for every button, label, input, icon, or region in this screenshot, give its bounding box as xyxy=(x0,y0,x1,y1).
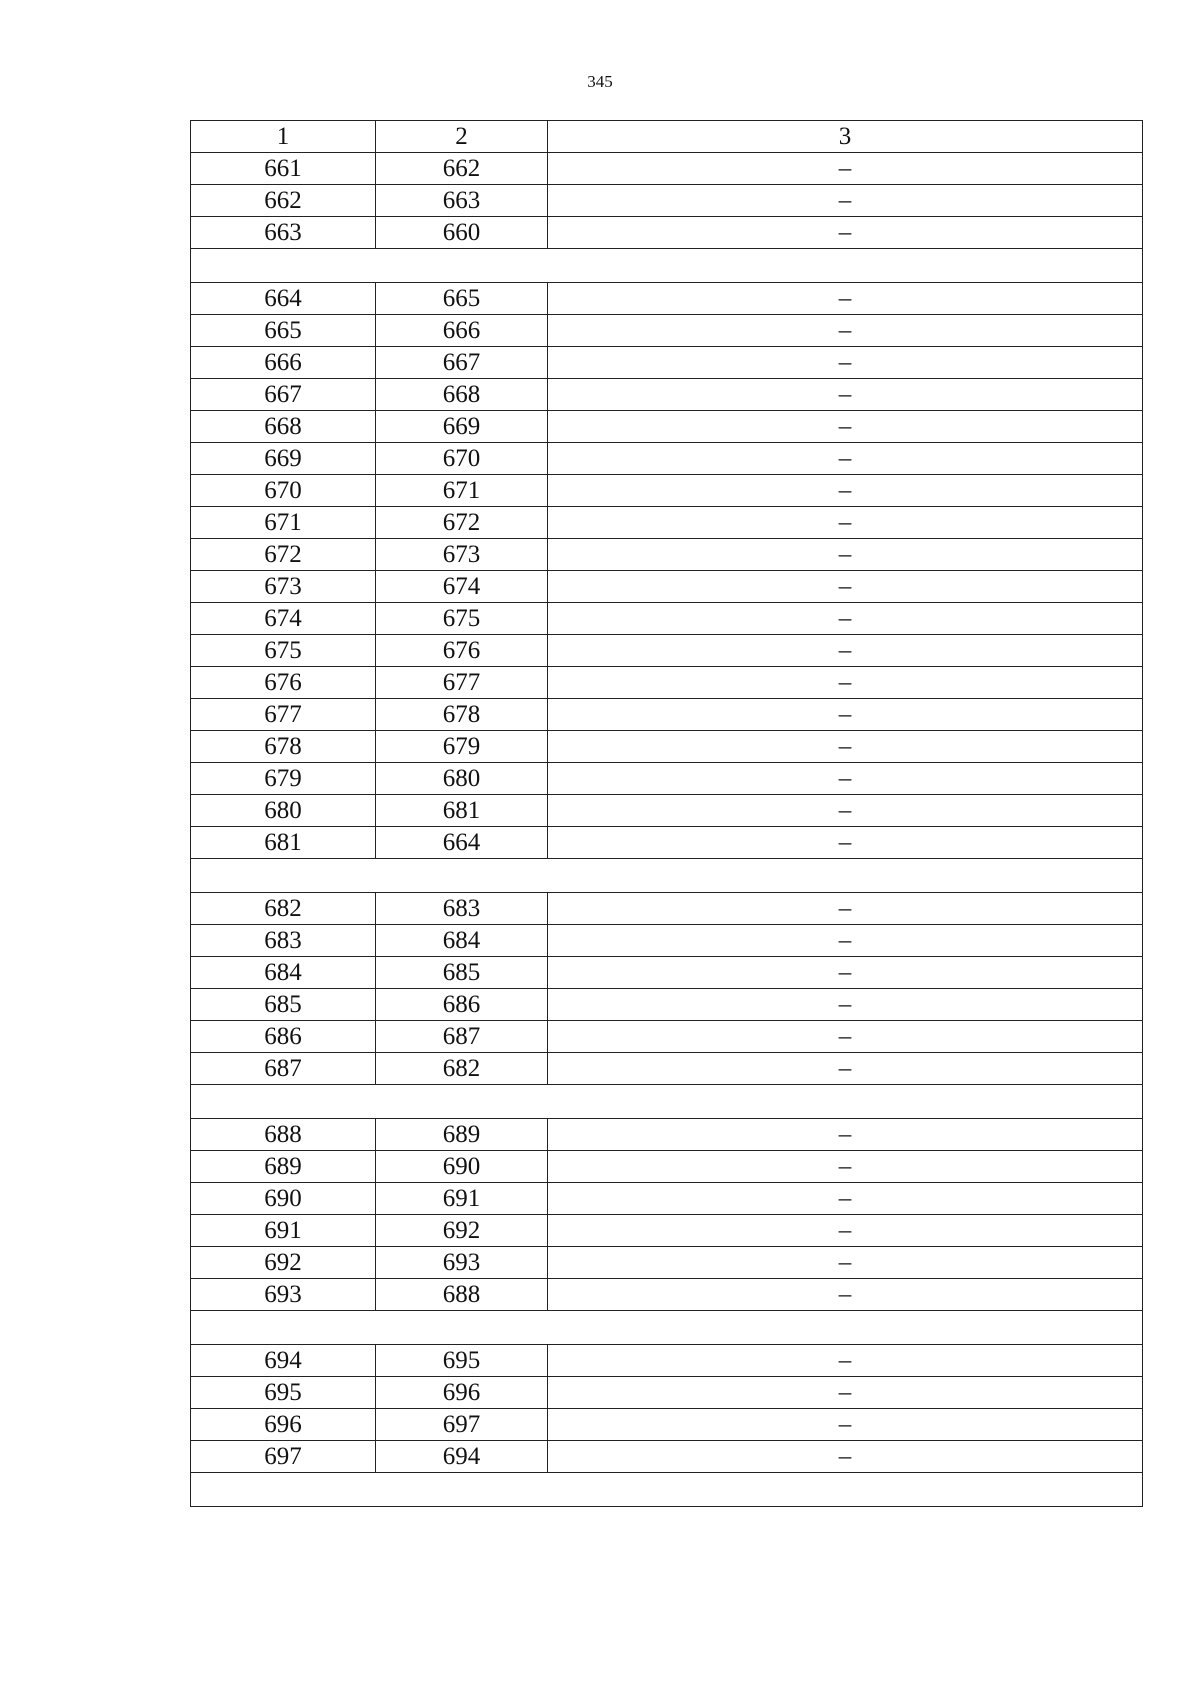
table-cell: 684 xyxy=(191,957,376,989)
group-separator-row xyxy=(191,1311,1143,1345)
table-cell: 682 xyxy=(191,893,376,925)
table-cell: – xyxy=(548,1183,1143,1215)
table-cell: 678 xyxy=(376,699,548,731)
table-cell: 678 xyxy=(191,731,376,763)
table-row xyxy=(191,153,1143,185)
data-table xyxy=(190,120,1143,1507)
table-cell: – xyxy=(548,731,1143,763)
table-cell: 689 xyxy=(191,1151,376,1183)
table-cell: 689 xyxy=(376,1119,548,1151)
table-cell: 685 xyxy=(191,989,376,1021)
table-cell: 685 xyxy=(376,957,548,989)
table-cell: 671 xyxy=(191,507,376,539)
table-cell: – xyxy=(548,989,1143,1021)
table-cell: 682 xyxy=(376,1053,548,1085)
table-cell: 676 xyxy=(191,667,376,699)
table-row xyxy=(191,1247,1143,1279)
table-cell: 690 xyxy=(376,1151,548,1183)
table-row xyxy=(191,1151,1143,1183)
table-row xyxy=(191,1279,1143,1311)
table-cell: 669 xyxy=(191,443,376,475)
table-cell: – xyxy=(548,1279,1143,1311)
table-row xyxy=(191,217,1143,249)
table-row xyxy=(191,507,1143,539)
table-cell: – xyxy=(548,1151,1143,1183)
table-row xyxy=(191,795,1143,827)
table-cell: 697 xyxy=(191,1441,376,1473)
table-cell: 686 xyxy=(376,989,548,1021)
table-cell: – xyxy=(548,667,1143,699)
table-cell: – xyxy=(548,1215,1143,1247)
table-cell: 666 xyxy=(376,315,548,347)
table-cell: – xyxy=(548,1441,1143,1473)
table-cell: 665 xyxy=(191,315,376,347)
table-cell: – xyxy=(548,1053,1143,1085)
table-cell: 672 xyxy=(191,539,376,571)
table-cell: 675 xyxy=(376,603,548,635)
table-cell: 667 xyxy=(191,379,376,411)
table-row xyxy=(191,763,1143,795)
table-cell: – xyxy=(548,217,1143,249)
table-cell: 686 xyxy=(191,1021,376,1053)
table-row xyxy=(191,925,1143,957)
table-cell: 680 xyxy=(376,763,548,795)
column-header: 3 xyxy=(548,121,1143,153)
table-cell: 687 xyxy=(191,1053,376,1085)
table-cell: – xyxy=(548,603,1143,635)
table-row xyxy=(191,571,1143,603)
table-cell: – xyxy=(548,379,1143,411)
table-row xyxy=(191,893,1143,925)
table-cell: – xyxy=(548,315,1143,347)
table-cell: 665 xyxy=(376,283,548,315)
table-cell: 684 xyxy=(376,925,548,957)
column-header: 2 xyxy=(376,121,548,153)
table-cell: 663 xyxy=(191,217,376,249)
table-cell: – xyxy=(548,957,1143,989)
table-header-row xyxy=(191,121,1143,153)
table-row xyxy=(191,1215,1143,1247)
table-cell: – xyxy=(548,1021,1143,1053)
table-cell: – xyxy=(548,795,1143,827)
table-row xyxy=(191,699,1143,731)
table-row xyxy=(191,283,1143,315)
table-row xyxy=(191,1409,1143,1441)
column-header: 1 xyxy=(191,121,376,153)
table-cell: – xyxy=(548,1247,1143,1279)
table-row xyxy=(191,603,1143,635)
table-cell: 693 xyxy=(376,1247,548,1279)
group-separator-row xyxy=(191,859,1143,893)
table-row xyxy=(191,1441,1143,1473)
table-row xyxy=(191,443,1143,475)
table-row xyxy=(191,1021,1143,1053)
table-cell: 670 xyxy=(376,443,548,475)
table-cell: 677 xyxy=(376,667,548,699)
table-cell: – xyxy=(548,1345,1143,1377)
table-cell: 691 xyxy=(191,1215,376,1247)
table-cell: 662 xyxy=(376,153,548,185)
page-number: 345 xyxy=(587,72,613,91)
table-cell: 691 xyxy=(376,1183,548,1215)
table-cell: 674 xyxy=(376,571,548,603)
table-cell: 696 xyxy=(376,1377,548,1409)
table-row xyxy=(191,1183,1143,1215)
table-cell: 688 xyxy=(191,1119,376,1151)
table-cell: – xyxy=(548,635,1143,667)
table-row xyxy=(191,731,1143,763)
table-cell: 668 xyxy=(376,379,548,411)
table-cell: 683 xyxy=(376,893,548,925)
empty-cell xyxy=(191,249,1143,283)
table-cell: 693 xyxy=(191,1279,376,1311)
table-cell: 661 xyxy=(191,153,376,185)
table-row xyxy=(191,185,1143,217)
table-row xyxy=(191,1053,1143,1085)
table-cell: 668 xyxy=(191,411,376,443)
empty-cell xyxy=(191,859,1143,893)
table-row xyxy=(191,1345,1143,1377)
table-cell: – xyxy=(548,347,1143,379)
table-cell: 692 xyxy=(376,1215,548,1247)
table-cell: – xyxy=(548,411,1143,443)
table-cell: 669 xyxy=(376,411,548,443)
table-cell: 673 xyxy=(376,539,548,571)
table-cell: – xyxy=(548,699,1143,731)
table-cell: 695 xyxy=(191,1377,376,1409)
table-cell: 697 xyxy=(376,1409,548,1441)
table-cell: 674 xyxy=(191,603,376,635)
table-row xyxy=(191,957,1143,989)
table-cell: – xyxy=(548,539,1143,571)
table-cell: 694 xyxy=(376,1441,548,1473)
table-cell: 681 xyxy=(191,827,376,859)
table-row xyxy=(191,827,1143,859)
table-cell: 679 xyxy=(191,763,376,795)
table-body xyxy=(191,153,1143,1507)
table-row xyxy=(191,315,1143,347)
table-cell: 662 xyxy=(191,185,376,217)
table-cell: 660 xyxy=(376,217,548,249)
table-cell: – xyxy=(548,1409,1143,1441)
table-cell: 672 xyxy=(376,507,548,539)
group-separator-row xyxy=(191,1085,1143,1119)
table-row xyxy=(191,379,1143,411)
table-row xyxy=(191,347,1143,379)
table-cell: 664 xyxy=(376,827,548,859)
empty-cell xyxy=(191,1311,1143,1345)
table-cell: – xyxy=(548,1119,1143,1151)
table-row xyxy=(191,635,1143,667)
group-separator-row xyxy=(191,1473,1143,1507)
table-row xyxy=(191,667,1143,699)
table-cell: – xyxy=(548,571,1143,603)
empty-cell xyxy=(191,1473,1143,1507)
table-cell: 670 xyxy=(191,475,376,507)
table-cell: – xyxy=(548,283,1143,315)
group-separator-row xyxy=(191,249,1143,283)
table-row xyxy=(191,989,1143,1021)
table-cell: 663 xyxy=(376,185,548,217)
table-row xyxy=(191,411,1143,443)
table-cell: 679 xyxy=(376,731,548,763)
table-row xyxy=(191,475,1143,507)
table-cell: – xyxy=(548,153,1143,185)
empty-cell xyxy=(191,1085,1143,1119)
table-cell: – xyxy=(548,1377,1143,1409)
table-cell: 664 xyxy=(191,283,376,315)
table-cell: 694 xyxy=(191,1345,376,1377)
table-cell: 690 xyxy=(191,1183,376,1215)
table-cell: 677 xyxy=(191,699,376,731)
table-cell: – xyxy=(548,763,1143,795)
table-cell: 675 xyxy=(191,635,376,667)
table-cell: – xyxy=(548,475,1143,507)
table-cell: 695 xyxy=(376,1345,548,1377)
table-cell: – xyxy=(548,185,1143,217)
table-cell: 688 xyxy=(376,1279,548,1311)
table-cell: 692 xyxy=(191,1247,376,1279)
table-cell: 681 xyxy=(376,795,548,827)
table-row xyxy=(191,1377,1143,1409)
table-row xyxy=(191,1119,1143,1151)
table-cell: – xyxy=(548,507,1143,539)
table-row xyxy=(191,539,1143,571)
table-cell: 671 xyxy=(376,475,548,507)
table-cell: 687 xyxy=(376,1021,548,1053)
table-cell: – xyxy=(548,925,1143,957)
table-cell: 680 xyxy=(191,795,376,827)
table-cell: 683 xyxy=(191,925,376,957)
table-cell: 696 xyxy=(191,1409,376,1441)
table-cell: – xyxy=(548,827,1143,859)
table-cell: 667 xyxy=(376,347,548,379)
table-cell: – xyxy=(548,443,1143,475)
table-cell: 666 xyxy=(191,347,376,379)
table-cell: – xyxy=(548,893,1143,925)
table-cell: 676 xyxy=(376,635,548,667)
table-cell: 673 xyxy=(191,571,376,603)
